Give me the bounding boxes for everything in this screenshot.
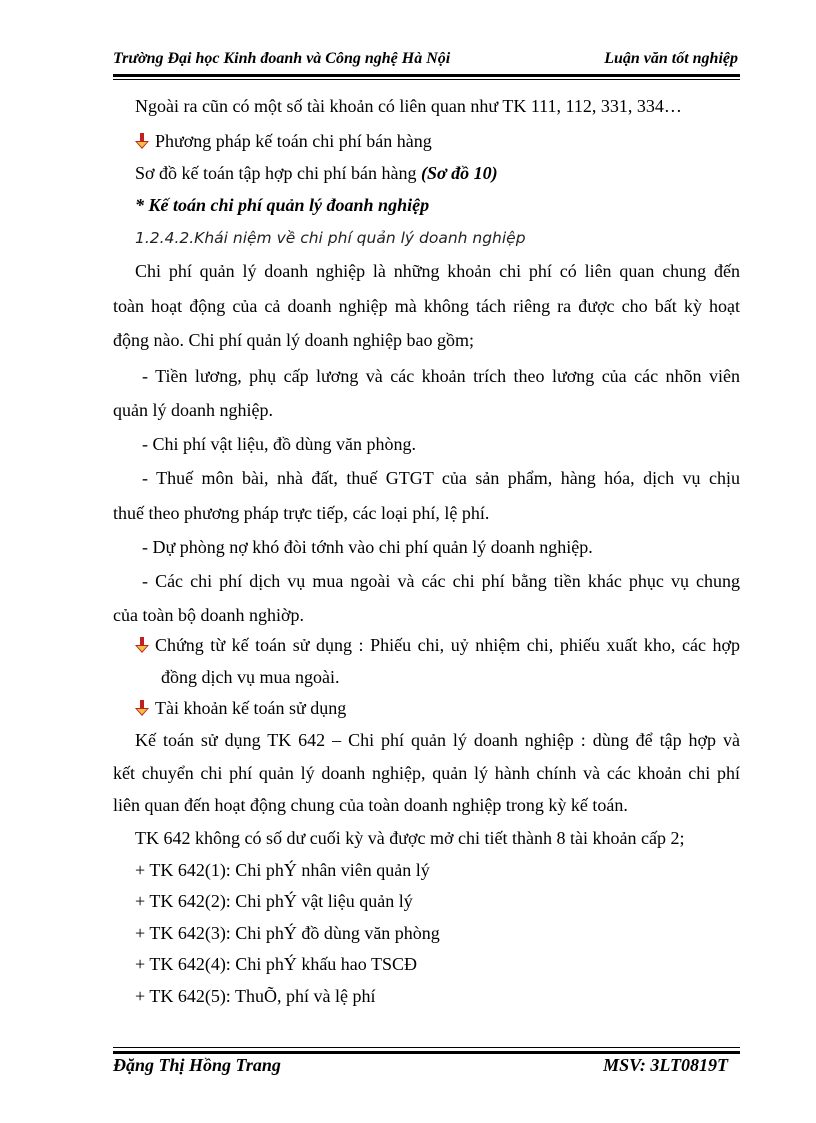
header-school: Trường Đại học Kinh đoanh và Công nghệ Hà Nội [113, 50, 451, 67]
list-item: - Dự phòng nợ khó đòi tớnh vào chi phí quản lý doanh nghiệp. [142, 537, 593, 557]
paragraph-line: Kế toán sử dụng TK 642 – Chi phí quản lý doanh nghiệp : dùng để tập hợp và [135, 730, 740, 750]
page-header [113, 46, 740, 72]
paragraph-line: liên quan đến hoạt động chung của toàn doanh nghiệp trong kỳ kế toán. [113, 795, 628, 815]
bullet-text: Chứng từ kế toán sử dụng : Phiếu chi, uỷ nhiệm chi, phiếu xuất kho, các hợp [155, 635, 740, 655]
paragraph-line: quản lý doanh nghiệp. [113, 400, 273, 420]
paragraph-line: của toàn bộ doanh nghiờp. [113, 605, 304, 625]
header-rule-thin [113, 79, 740, 80]
header-thesis-label: Luận văn tốt nghiệp [604, 50, 738, 67]
bullet-item-selling-method [135, 129, 740, 153]
bullet-item-documents [135, 633, 740, 657]
footer-rule-thick [113, 1051, 740, 1054]
header-rule-thick [113, 74, 740, 77]
diagram-number: (Sơ đồ 10) [421, 163, 498, 183]
footer-author: Đặng Thị Hồng Trang [113, 1055, 281, 1075]
paragraph-line: kết chuyển chi phí quản lý doanh nghiệp, quản lý hành chính và các khoản chi phí [113, 763, 740, 783]
account-list-item: + TK 642(2): Chi phÝ vật liệu quản lý [135, 891, 413, 911]
paragraph-line: động nào. Chi phí quản lý doanh nghiệp bao gồm; [113, 330, 474, 350]
list-item: - Tiền lương, phụ cấp lương và các khoản trích theo lương của các nhõn viên [142, 366, 740, 386]
paragraph-line: Chi phí quản lý doanh nghiệp là những khoản chi phí có liên quan chung đến [135, 261, 740, 281]
paragraph-other-accounts: Ngoài ra cũn có một số tài khoản có liên quan như TK 111, 112, 331, 334… [135, 96, 682, 116]
subsection-heading: 1.2.4.2.Khái niệm về chi phí quản lý doanh nghiệp [135, 229, 526, 247]
diagram-reference [135, 161, 740, 185]
list-item: - Chi phí vật liệu, đồ dùng văn phòng. [142, 434, 416, 454]
bullet-item-accounts [135, 696, 740, 720]
list-item: - Thuế môn bài, nhà đất, thuế GTGT của sản phẩm, hàng hóa, dịch vụ chịu [142, 468, 740, 488]
bullet-text: Phương pháp kế toán chi phí bán hàng [155, 131, 432, 151]
paragraph-line: toàn hoạt động của cả doanh nghiệp mà không tách riêng ra được cho bất kỳ hoạt [113, 296, 740, 316]
section-heading: * Kế toán chi phí quản lý đoanh nghiệp [135, 195, 430, 215]
arrow-bullet-icon [135, 700, 149, 716]
paragraph-line: TK 642 không có số dư cuối kỳ và được mở chi tiết thành 8 tài khoản cấp 2; [135, 828, 685, 848]
arrow-bullet-icon [135, 637, 149, 653]
footer-student-id: MSV: 3LT0819T [603, 1055, 728, 1075]
paragraph-line: thuế theo phương pháp trực tiếp, các loại phí, lệ phí. [113, 503, 490, 523]
paragraph-line: đồng dịch vụ mua ngoài. [161, 667, 340, 687]
footer-rule-thin [113, 1047, 740, 1048]
bullet-text: Tài khoản kế toán sử dụng [155, 698, 347, 718]
account-list-item: + TK 642(3): Chi phÝ đồ dùng văn phòng [135, 923, 440, 943]
arrow-bullet-icon [135, 133, 149, 149]
account-list-item: + TK 642(1): Chi phÝ nhân viên quản lý [135, 860, 430, 880]
account-list-item: + TK 642(5): ThuÕ, phí và lệ phí [135, 986, 376, 1006]
account-list-item: + TK 642(4): Chi phÝ khấu hao TSCĐ [135, 954, 417, 974]
list-item: - Các chi phí dịch vụ mua ngoài và các chi phí bằng tiền khác phục vụ chung [142, 571, 740, 591]
diagram-reference-text: Sơ đồ kế toán tập hợp chi phí bán hàng [135, 163, 421, 183]
